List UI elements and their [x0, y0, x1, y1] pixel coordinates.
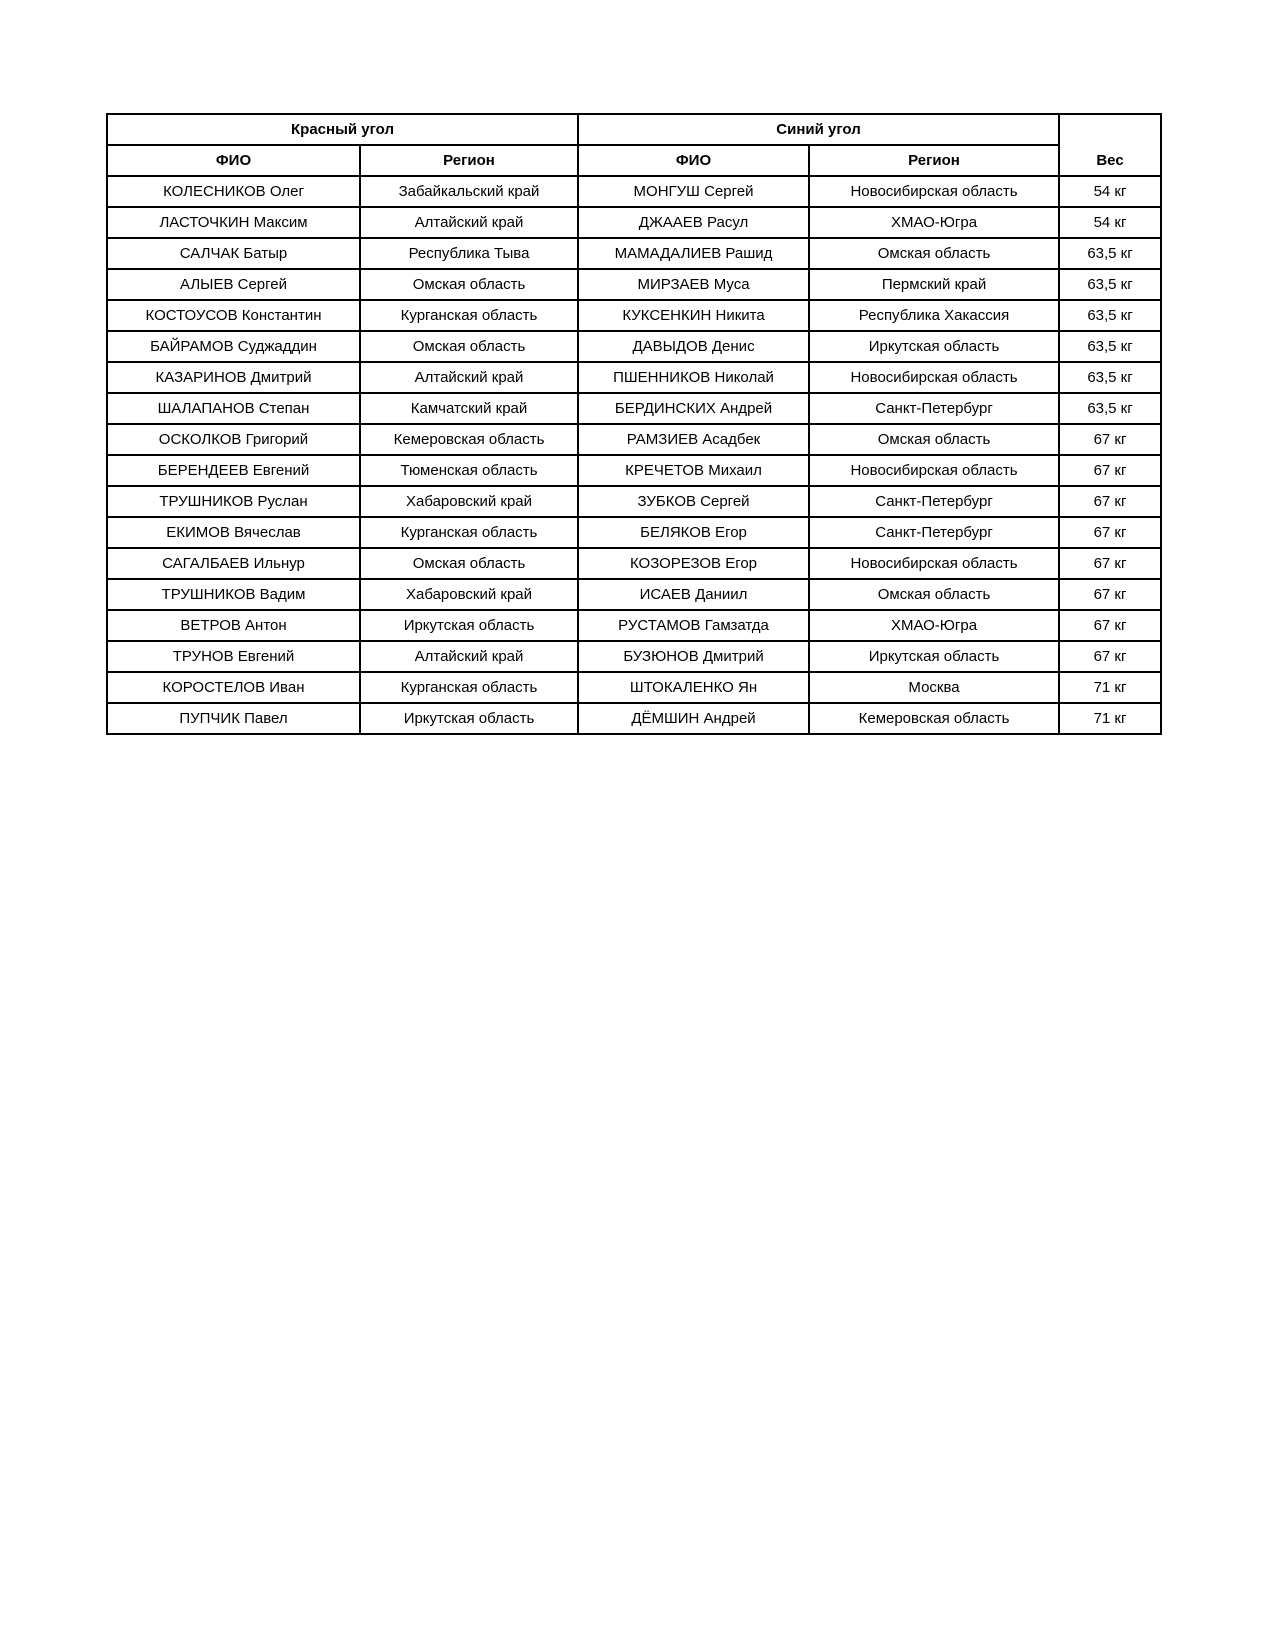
- cell-red-name: ТРУНОВ Евгений: [107, 641, 360, 672]
- cell-red-region: Курганская область: [360, 300, 578, 331]
- cell-blue-region: Кемеровская область: [809, 703, 1059, 734]
- cell-blue-name: ШТОКАЛЕНКО Ян: [578, 672, 809, 703]
- cell-red-name: ВЕТРОВ Антон: [107, 610, 360, 641]
- cell-red-region: Алтайский край: [360, 362, 578, 393]
- cell-weight: 67 кг: [1059, 486, 1161, 517]
- cell-weight: 63,5 кг: [1059, 362, 1161, 393]
- cell-blue-name: МАМАДАЛИЕВ Рашид: [578, 238, 809, 269]
- cell-weight: 54 кг: [1059, 207, 1161, 238]
- table-row: [107, 579, 1161, 610]
- cell-blue-name: МОНГУШ Сергей: [578, 176, 809, 207]
- cell-red-region: Хабаровский край: [360, 486, 578, 517]
- cell-red-name: ШАЛАПАНОВ Степан: [107, 393, 360, 424]
- cell-blue-name: ДЁМШИН Андрей: [578, 703, 809, 734]
- cell-red-name: ТРУШНИКОВ Руслан: [107, 486, 360, 517]
- cell-blue-region: Республика Хакассия: [809, 300, 1059, 331]
- cell-blue-region: Омская область: [809, 424, 1059, 455]
- table-row: [107, 517, 1161, 548]
- cell-red-name: АЛЫЕВ Сергей: [107, 269, 360, 300]
- table-row: [107, 207, 1161, 238]
- cell-weight: 67 кг: [1059, 579, 1161, 610]
- table-header: [107, 114, 1161, 176]
- cell-weight: 63,5 кг: [1059, 269, 1161, 300]
- cell-red-name: САГАЛБАЕВ Ильнур: [107, 548, 360, 579]
- cell-blue-region: Иркутская область: [809, 331, 1059, 362]
- cell-blue-region: Москва: [809, 672, 1059, 703]
- cell-red-region: Омская область: [360, 331, 578, 362]
- cell-red-region: Иркутская область: [360, 703, 578, 734]
- cell-blue-name: ДЖААЕВ Расул: [578, 207, 809, 238]
- cell-blue-region: Новосибирская область: [809, 455, 1059, 486]
- red-region-column-header: Регион: [360, 145, 578, 176]
- cell-blue-region: Иркутская область: [809, 641, 1059, 672]
- cell-red-name: КАЗАРИНОВ Дмитрий: [107, 362, 360, 393]
- cell-blue-region: Омская область: [809, 238, 1059, 269]
- cell-weight: 67 кг: [1059, 641, 1161, 672]
- pairings-tbody: [107, 176, 1161, 734]
- cell-blue-region: ХМАО-Югра: [809, 610, 1059, 641]
- cell-blue-name: МИРЗАЕВ Муса: [578, 269, 809, 300]
- cell-red-name: ТРУШНИКОВ Вадим: [107, 579, 360, 610]
- cell-weight: 67 кг: [1059, 424, 1161, 455]
- cell-weight: 63,5 кг: [1059, 300, 1161, 331]
- cell-red-region: Хабаровский край: [360, 579, 578, 610]
- cell-blue-name: ПШЕННИКОВ Николай: [578, 362, 809, 393]
- table-row: [107, 548, 1161, 579]
- cell-red-region: Омская область: [360, 269, 578, 300]
- cell-weight: 71 кг: [1059, 672, 1161, 703]
- cell-blue-name: РАМЗИЕВ Асадбек: [578, 424, 809, 455]
- cell-blue-name: БУЗЮНОВ Дмитрий: [578, 641, 809, 672]
- cell-red-name: БАЙРАМОВ Суджаддин: [107, 331, 360, 362]
- cell-red-name: ЕКИМОВ Вячеслав: [107, 517, 360, 548]
- table-row: [107, 641, 1161, 672]
- table-row: [107, 331, 1161, 362]
- cell-blue-name: БЕЛЯКОВ Егор: [578, 517, 809, 548]
- cell-red-region: Республика Тыва: [360, 238, 578, 269]
- table-row: [107, 300, 1161, 331]
- cell-red-region: Тюменская область: [360, 455, 578, 486]
- cell-blue-name: ДАВЫДОВ Денис: [578, 331, 809, 362]
- cell-red-name: БЕРЕНДЕЕВ Евгений: [107, 455, 360, 486]
- cell-red-name: ПУПЧИК Павел: [107, 703, 360, 734]
- cell-red-region: Забайкальский край: [360, 176, 578, 207]
- cell-red-region: Кемеровская область: [360, 424, 578, 455]
- column-header-row: [107, 145, 1161, 176]
- cell-red-name: ЛАСТОЧКИН Максим: [107, 207, 360, 238]
- cell-weight: 63,5 кг: [1059, 393, 1161, 424]
- cell-blue-region: Омская область: [809, 579, 1059, 610]
- cell-weight: 63,5 кг: [1059, 238, 1161, 269]
- cell-red-region: Курганская область: [360, 672, 578, 703]
- cell-blue-region: Новосибирская область: [809, 176, 1059, 207]
- cell-blue-name: ЗУБКОВ Сергей: [578, 486, 809, 517]
- blue-region-column-header: Регион: [809, 145, 1059, 176]
- table-row: [107, 424, 1161, 455]
- cell-weight: 67 кг: [1059, 517, 1161, 548]
- bout-pairings-table: [106, 113, 1162, 735]
- red-fio-column-header: ФИО: [107, 145, 360, 176]
- cell-blue-name: КРЕЧЕТОВ Михаил: [578, 455, 809, 486]
- cell-blue-region: Санкт-Петербург: [809, 393, 1059, 424]
- table-row: [107, 269, 1161, 300]
- blue-corner-header: Синий угол: [578, 114, 1059, 145]
- cell-red-region: Иркутская область: [360, 610, 578, 641]
- table-row: [107, 672, 1161, 703]
- cell-weight: 67 кг: [1059, 610, 1161, 641]
- cell-red-region: Курганская область: [360, 517, 578, 548]
- table-row: [107, 362, 1161, 393]
- cell-blue-region: Санкт-Петербург: [809, 486, 1059, 517]
- cell-blue-region: Новосибирская область: [809, 362, 1059, 393]
- cell-red-region: Омская область: [360, 548, 578, 579]
- blue-fio-column-header: ФИО: [578, 145, 809, 176]
- cell-red-name: КОСТОУСОВ Константин: [107, 300, 360, 331]
- table-row: [107, 455, 1161, 486]
- cell-weight: 54 кг: [1059, 176, 1161, 207]
- cell-blue-name: РУСТАМОВ Гамзатда: [578, 610, 809, 641]
- cell-red-name: ОСКОЛКОВ Григорий: [107, 424, 360, 455]
- table-row: [107, 238, 1161, 269]
- cell-blue-name: КУКСЕНКИН Никита: [578, 300, 809, 331]
- table-row: [107, 176, 1161, 207]
- weight-column-header: Вес: [1059, 114, 1161, 176]
- cell-red-region: Камчатский край: [360, 393, 578, 424]
- table-row: [107, 393, 1161, 424]
- cell-red-name: КОРОСТЕЛОВ Иван: [107, 672, 360, 703]
- cell-blue-region: Пермский край: [809, 269, 1059, 300]
- cell-weight: 67 кг: [1059, 548, 1161, 579]
- corner-header-row: [107, 114, 1161, 145]
- cell-red-name: КОЛЕСНИКОВ Олег: [107, 176, 360, 207]
- red-corner-header: Красный угол: [107, 114, 578, 145]
- cell-red-region: Алтайский край: [360, 641, 578, 672]
- cell-weight: 71 кг: [1059, 703, 1161, 734]
- cell-blue-name: ИСАЕВ Даниил: [578, 579, 809, 610]
- cell-weight: 63,5 кг: [1059, 331, 1161, 362]
- cell-red-name: САЛЧАК Батыр: [107, 238, 360, 269]
- table-row: [107, 486, 1161, 517]
- table-row: [107, 703, 1161, 734]
- cell-blue-region: Санкт-Петербург: [809, 517, 1059, 548]
- cell-red-region: Алтайский край: [360, 207, 578, 238]
- cell-blue-region: Новосибирская область: [809, 548, 1059, 579]
- cell-blue-name: КОЗОРЕЗОВ Егор: [578, 548, 809, 579]
- table-row: [107, 610, 1161, 641]
- cell-blue-region: ХМАО-Югра: [809, 207, 1059, 238]
- cell-blue-name: БЕРДИНСКИХ Андрей: [578, 393, 809, 424]
- cell-weight: 67 кг: [1059, 455, 1161, 486]
